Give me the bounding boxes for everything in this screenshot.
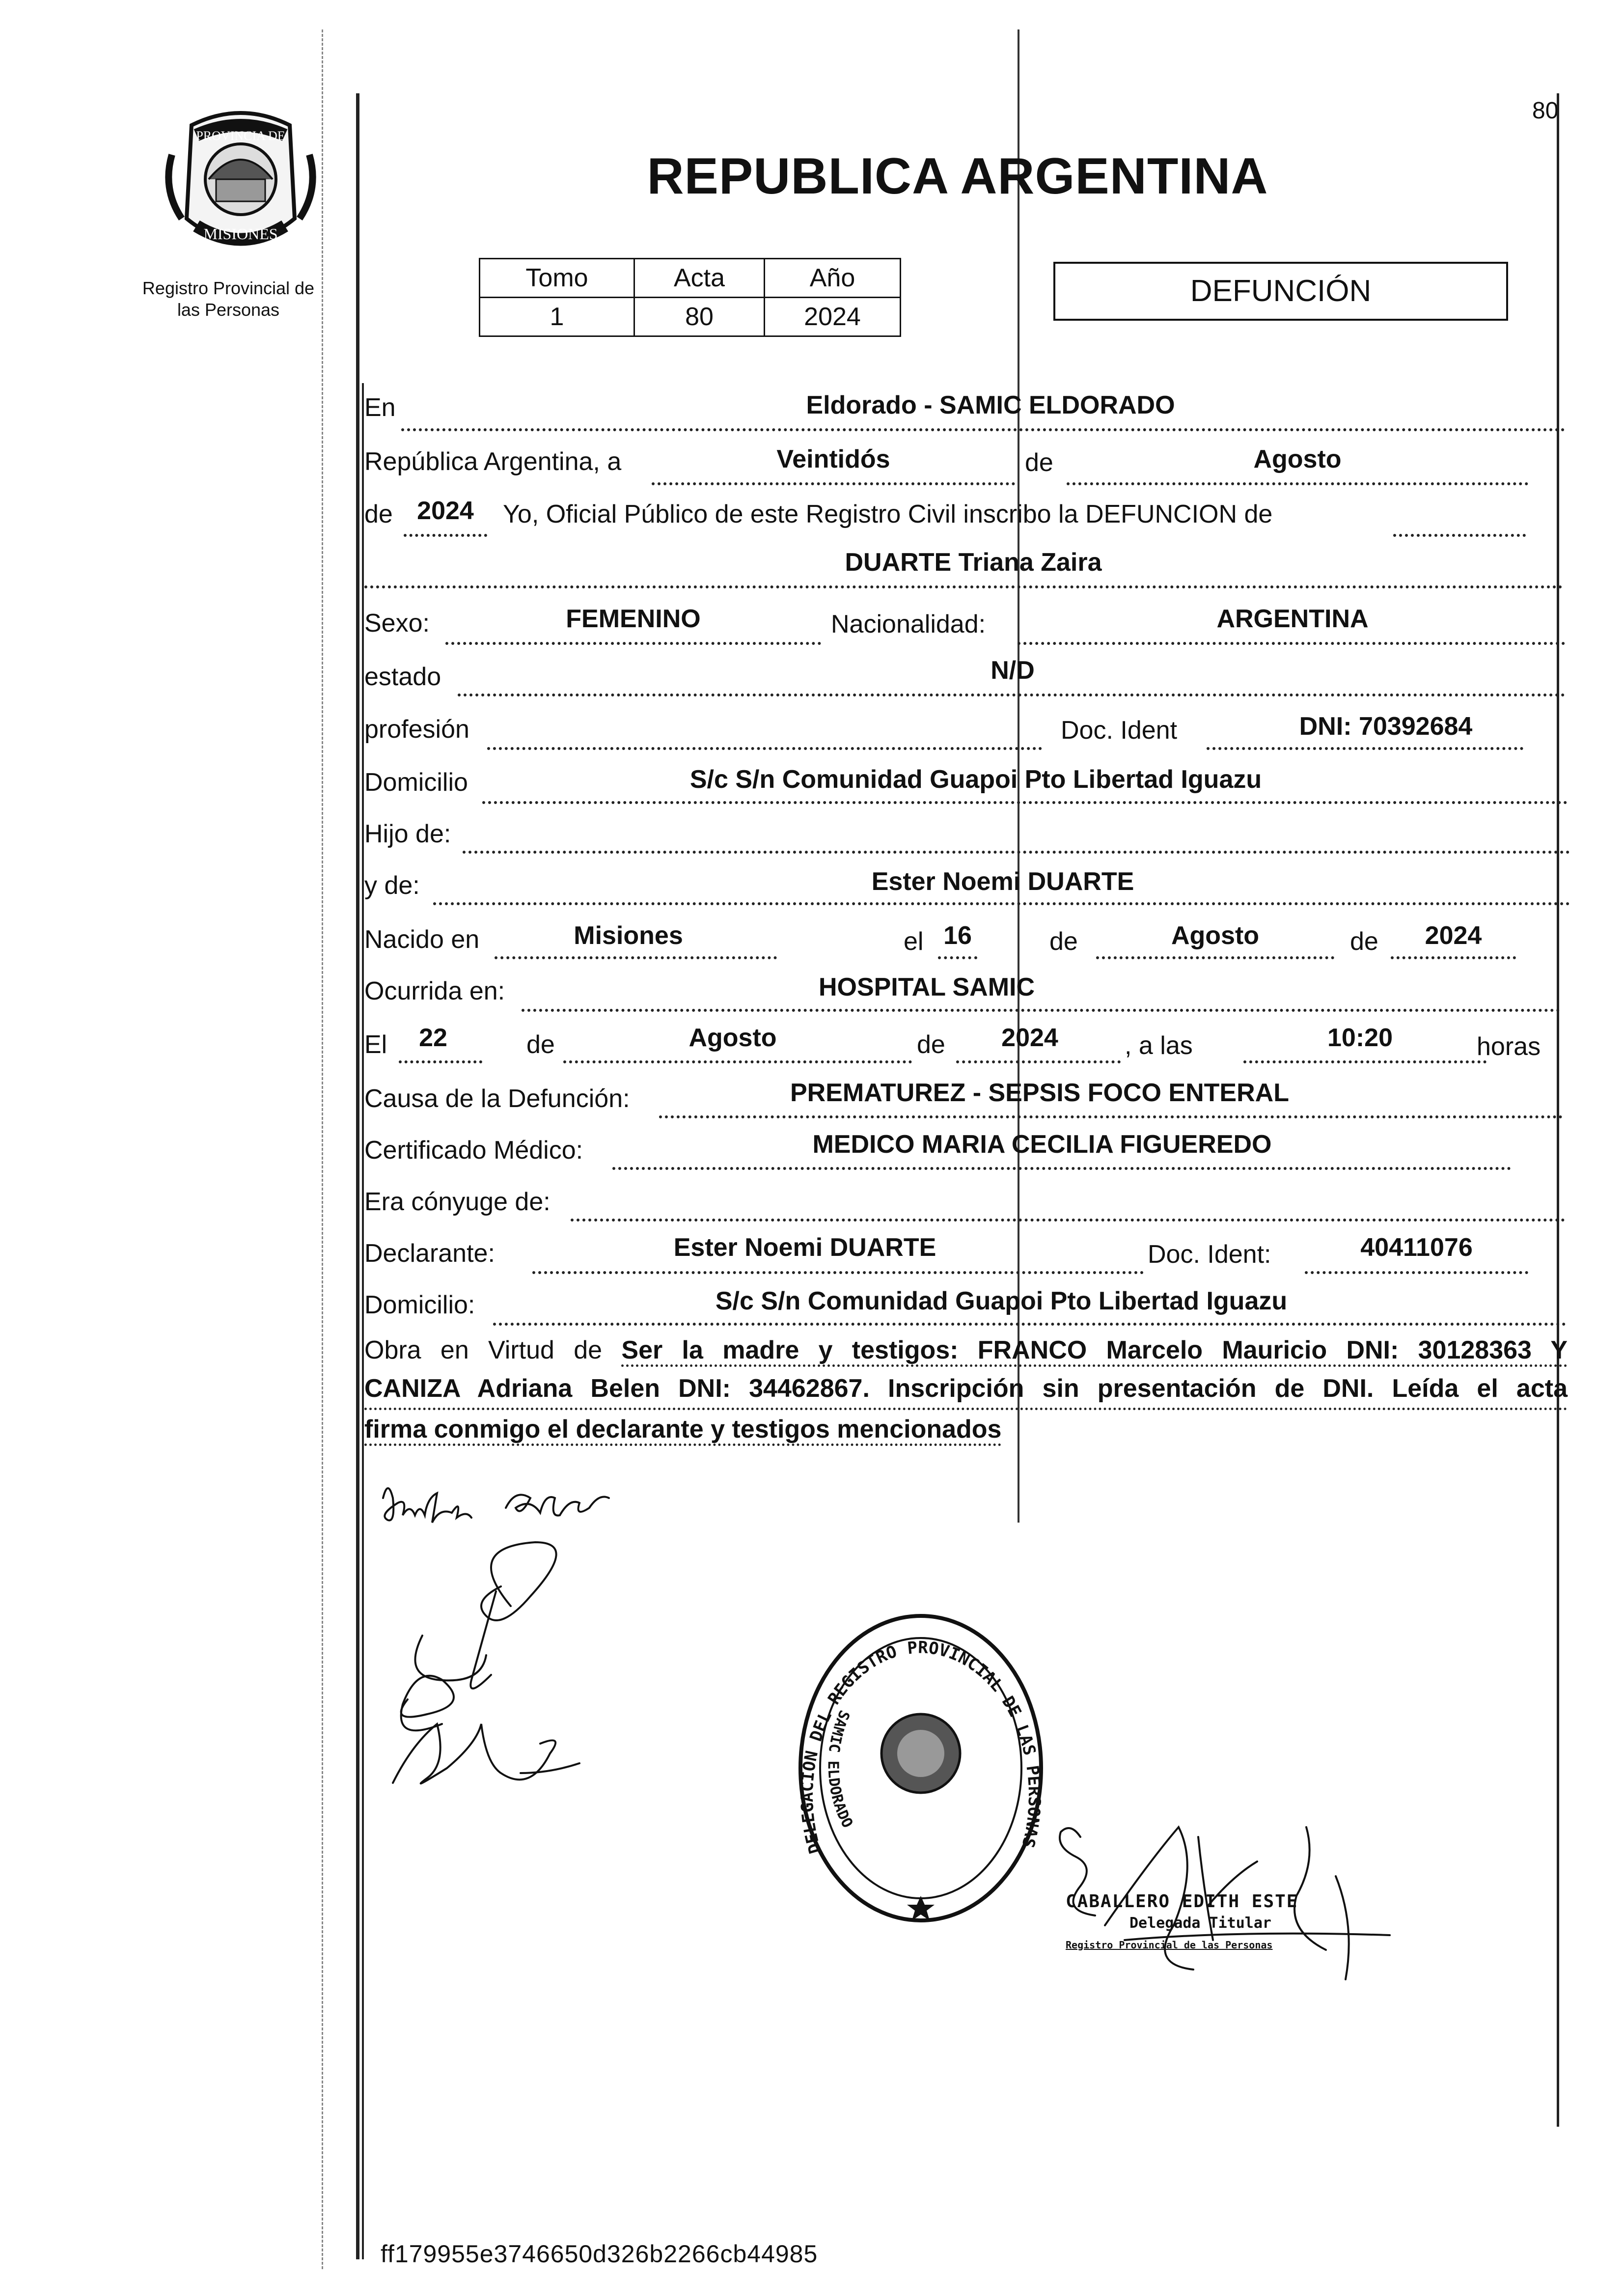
value-estado: N/D bbox=[991, 656, 1035, 685]
dotted-line bbox=[1207, 747, 1523, 750]
value-madre: Ester Noemi DUARTE bbox=[871, 867, 1134, 896]
label-a-las: , a las bbox=[1125, 1031, 1193, 1060]
dotted-line bbox=[493, 1323, 1566, 1326]
official-seal-icon bbox=[791, 1606, 1051, 1930]
label-y-de: y de: bbox=[364, 871, 420, 900]
dotted-line bbox=[1391, 956, 1516, 959]
value-lugar: Eldorado - SAMIC ELDORADO bbox=[806, 391, 1175, 419]
row-estado bbox=[364, 653, 1624, 702]
text-declaracion: Yo, Oficial Público de este Registro Civil inscribo la DEFUNCION de bbox=[503, 500, 1273, 528]
label-doc-ident: Doc. Ident: bbox=[1148, 1240, 1271, 1269]
register-table-value-row bbox=[480, 298, 901, 336]
dotted-line bbox=[938, 956, 977, 959]
label-de: de bbox=[1350, 927, 1378, 956]
dotted-line bbox=[571, 1219, 1565, 1222]
seal-outer-text: DELEGACION DEL REGISTRO PROVINCIAL DE LAS PERSONAS bbox=[797, 1638, 1045, 1856]
label-nacionalidad: Nacionalidad: bbox=[831, 610, 986, 639]
label-de: de bbox=[1025, 448, 1053, 477]
dotted-line bbox=[532, 1271, 1144, 1274]
registry-label-line2: las Personas bbox=[177, 300, 280, 320]
dotted-line bbox=[364, 585, 1563, 588]
label-domicilio: Domicilio bbox=[364, 768, 468, 797]
value-mes: Agosto bbox=[1253, 445, 1342, 473]
header-acta: Acta bbox=[634, 259, 765, 298]
dotted-line bbox=[563, 1060, 912, 1063]
row-nombre bbox=[364, 545, 1624, 594]
label-republica: República Argentina, a bbox=[364, 447, 622, 476]
row-fecha bbox=[364, 442, 1624, 491]
value-anio-nacimiento: 2024 bbox=[1425, 921, 1482, 950]
registry-label-line1: Registro Provincial de bbox=[142, 278, 315, 298]
dotted-line bbox=[652, 482, 1015, 485]
value-nombre-fallecido: DUARTE Triana Zaira bbox=[845, 548, 1102, 577]
page-number: 80 bbox=[1532, 98, 1559, 124]
dotted-line bbox=[433, 902, 1570, 905]
dotted-line bbox=[404, 534, 487, 537]
label-horas: horas bbox=[1477, 1032, 1541, 1061]
left-margin-dashes bbox=[322, 29, 323, 2269]
left-border-rule-inner bbox=[362, 383, 364, 2259]
row-certificado bbox=[364, 1125, 1624, 1174]
row-en bbox=[364, 388, 1624, 437]
dotted-line bbox=[1243, 1060, 1486, 1063]
left-border-rule bbox=[356, 93, 359, 2259]
row-causa bbox=[364, 1073, 1624, 1122]
label-el: el bbox=[904, 927, 924, 956]
value-certificado: MEDICO MARIA CECILIA FIGUEREDO bbox=[812, 1130, 1272, 1159]
header-tomo: Tomo bbox=[480, 259, 634, 298]
row-hijo-de bbox=[364, 810, 1624, 860]
obra-text-2: CANIZA Adriana Belen DNI: 34462867. Inscripción sin presentación de DNI. Leída el acta bbox=[364, 1369, 1568, 1410]
row-profesion bbox=[364, 705, 1624, 754]
value-domicilio-declarante: S/c S/n Comunidad Guapoi Pto Libertad Iguazu bbox=[715, 1287, 1288, 1315]
obra-line-1 bbox=[364, 1331, 1568, 1369]
row-domicilio bbox=[364, 759, 1624, 808]
country-title: REPUBLICA ARGENTINA bbox=[647, 148, 1268, 205]
label-en: En bbox=[364, 393, 396, 422]
value-anio: 2024 bbox=[765, 298, 901, 336]
dotted-line bbox=[399, 1060, 482, 1063]
dotted-line bbox=[458, 694, 1565, 696]
dotted-line bbox=[445, 642, 821, 645]
row-domicilio-declarante bbox=[364, 1279, 1624, 1329]
label-obra: Obra en Virtud de bbox=[364, 1336, 603, 1364]
obra-text-3: firma conmigo el declarante y testigos mencionados bbox=[364, 1415, 1001, 1446]
dotted-line bbox=[487, 747, 1042, 750]
dotted-line bbox=[1393, 534, 1526, 537]
value-sexo: FEMENINO bbox=[566, 605, 701, 633]
obra-en-virtud bbox=[364, 1331, 1568, 1448]
registry-label bbox=[113, 278, 344, 321]
label-domicilio: Domicilio: bbox=[364, 1291, 475, 1319]
dotted-line bbox=[482, 801, 1568, 804]
value-dni-fallecido: DNI: 70392684 bbox=[1299, 712, 1473, 741]
register-table bbox=[479, 258, 901, 337]
value-mes-nacimiento: Agosto bbox=[1171, 921, 1260, 950]
value-declarante: Ester Noemi DUARTE bbox=[673, 1233, 936, 1262]
record-type-box: DEFUNCIÓN bbox=[1053, 262, 1508, 321]
label-estado: estado bbox=[364, 663, 441, 691]
label-de: de bbox=[1049, 927, 1078, 956]
obra-line-3 bbox=[364, 1410, 1568, 1448]
row-y-de bbox=[364, 862, 1624, 911]
value-dia-defuncion: 22 bbox=[419, 1024, 447, 1052]
dotted-line bbox=[495, 956, 777, 959]
obra-text-1: Ser la madre y testigos: FRANCO Marcelo Mauricio DNI: 30128363 Y bbox=[621, 1336, 1568, 1367]
dotted-line bbox=[956, 1060, 1121, 1063]
dotted-line bbox=[659, 1115, 1563, 1118]
value-dia-nacimiento: 16 bbox=[943, 921, 972, 950]
label-nacido-en: Nacido en bbox=[364, 925, 480, 954]
document-hash: ff179955e3746650d326b2266cb44985 bbox=[381, 2240, 818, 2268]
label-hijo-de: Hijo de: bbox=[364, 820, 451, 848]
stamp-office: Registro Provincial de las Personas bbox=[1066, 1939, 1273, 1951]
dotted-line bbox=[1096, 956, 1334, 959]
row-anio bbox=[364, 494, 1624, 543]
label-certificado: Certificado Médico: bbox=[364, 1136, 583, 1165]
row-ocurrida bbox=[364, 968, 1624, 1017]
value-lugar-defuncion: HOSPITAL SAMIC bbox=[818, 973, 1035, 1001]
dotted-line bbox=[463, 851, 1570, 854]
dotted-line bbox=[401, 428, 1565, 431]
dotted-line bbox=[522, 1009, 1560, 1012]
value-domicilio: S/c S/n Comunidad Guapoi Pto Libertad Iguazu bbox=[689, 765, 1262, 794]
label-profesion: profesión bbox=[364, 715, 469, 744]
row-conyuge bbox=[364, 1176, 1624, 1225]
value-causa: PREMATUREZ - SEPSIS FOCO ENTERAL bbox=[790, 1079, 1289, 1107]
register-table-header-row bbox=[480, 259, 901, 298]
stamp-name: CABALLERO EDITH ESTE bbox=[1066, 1891, 1298, 1912]
label-doc-ident: Doc. Ident bbox=[1061, 716, 1178, 745]
stamp-title: Delegada Titular bbox=[1129, 1915, 1271, 1932]
value-hora: 10:20 bbox=[1327, 1024, 1393, 1052]
dotted-line bbox=[1018, 642, 1565, 645]
label-de: de bbox=[526, 1030, 555, 1059]
seal-inner-text: SAMIC ELDORADO bbox=[824, 1707, 856, 1831]
dotted-line bbox=[1067, 482, 1528, 485]
label-causa: Causa de la Defunción: bbox=[364, 1084, 630, 1113]
label-declarante: Declarante: bbox=[364, 1239, 495, 1268]
label-de: de bbox=[364, 500, 393, 528]
header-anio: Año bbox=[765, 259, 901, 298]
provincia-misiones-emblem-icon bbox=[162, 106, 319, 268]
row-nacido bbox=[364, 916, 1624, 965]
value-nacionalidad: ARGENTINA bbox=[1216, 605, 1369, 633]
value-anio-registro: 2024 bbox=[417, 497, 474, 525]
label-conyuge: Era cónyuge de: bbox=[364, 1188, 551, 1216]
value-tomo: 1 bbox=[480, 298, 634, 336]
value-anio-defuncion: 2024 bbox=[1001, 1024, 1058, 1052]
value-dia: Veintidós bbox=[776, 445, 890, 473]
label-ocurrida-en: Ocurrida en: bbox=[364, 977, 505, 1005]
label-el: El bbox=[364, 1030, 387, 1059]
value-lugar-nacimiento: Misiones bbox=[574, 921, 683, 950]
delegate-stamp bbox=[1066, 1891, 1380, 1956]
dotted-line bbox=[612, 1167, 1511, 1170]
label-sexo: Sexo: bbox=[364, 609, 430, 638]
svg-text:PROVINCIA DE: PROVINCIA DE bbox=[196, 129, 285, 143]
row-sexo bbox=[364, 602, 1624, 651]
value-dni-declarante: 40411076 bbox=[1360, 1233, 1473, 1262]
svg-text:MISIONES: MISIONES bbox=[203, 225, 278, 243]
label-de: de bbox=[917, 1030, 945, 1059]
declarant-signature-icon bbox=[373, 1469, 692, 1842]
row-declarante bbox=[364, 1228, 1624, 1277]
row-fecha-defuncion bbox=[364, 1019, 1624, 1068]
value-mes-defuncion: Agosto bbox=[688, 1024, 777, 1052]
value-acta: 80 bbox=[634, 298, 765, 336]
dotted-line bbox=[1305, 1271, 1528, 1274]
